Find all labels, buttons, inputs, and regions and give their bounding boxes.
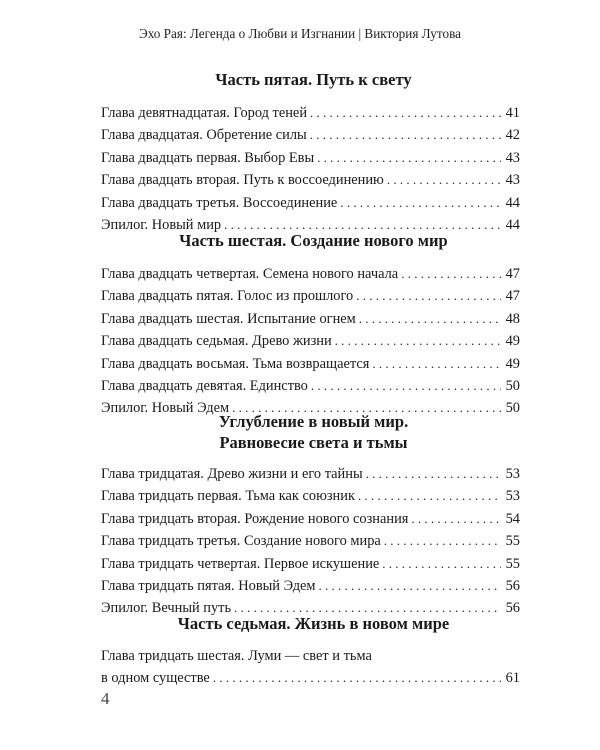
- toc-entry-title: Глава двадцать четвертая. Семена нового начала: [101, 266, 399, 282]
- dot-leader: [311, 375, 501, 397]
- toc-entry-title: Эпилог. Новый Эдем: [101, 400, 230, 417]
- toc-entry-page: 49: [505, 355, 520, 372]
- toc-entry-page: 55: [505, 533, 520, 550]
- toc-entry-title: Глава тридцать четвертая. Первое искушение: [101, 555, 380, 572]
- toc-entry[interactable]: [101, 147, 520, 169]
- section-title: Часть пятая. Путь к свету: [215, 70, 412, 89]
- toc-entry[interactable]: [101, 353, 520, 375]
- toc-entry[interactable]: [101, 308, 520, 330]
- toc-section-part-7: [101, 613, 520, 690]
- toc-entry-page: 48: [505, 310, 520, 327]
- toc-list: [101, 263, 520, 420]
- toc-entry-title: Глава двадцать третья. Воссоединение: [101, 194, 338, 211]
- toc-entry-page: 53: [505, 488, 520, 505]
- toc-section-part-5: [101, 69, 520, 236]
- dot-leader: [382, 553, 501, 575]
- toc-entry-line-2: [101, 667, 520, 689]
- toc-entry-title: Глава двадцать восьмая. Тьма возвращается: [101, 355, 370, 372]
- toc-entry[interactable]: [101, 530, 520, 552]
- dot-leader: [340, 192, 501, 214]
- section-title-line-2: Равновесие света и тьмы: [219, 433, 408, 452]
- toc-entry-page: 43: [505, 149, 520, 166]
- toc-entry[interactable]: [101, 263, 520, 285]
- toc-entry[interactable]: [101, 575, 520, 597]
- toc-entry-page: 50: [505, 377, 520, 394]
- toc-list: [101, 645, 520, 690]
- dot-leader: [387, 169, 501, 191]
- toc-entry[interactable]: [101, 124, 520, 146]
- toc-entry-page: 61: [505, 670, 520, 687]
- toc-entry-page: 56: [505, 577, 520, 594]
- toc-entry[interactable]: [101, 508, 520, 530]
- toc-entry-title: Глава двадцать вторая. Путь к воссоединению: [101, 172, 384, 189]
- toc-entry-title: Глава тридцать третья. Создание нового мира: [101, 533, 381, 550]
- toc-entry-page: 42: [505, 127, 520, 144]
- toc-entry[interactable]: [101, 645, 520, 690]
- dot-leader: [335, 330, 501, 352]
- toc-section-deepening: [101, 411, 520, 620]
- toc-entry-page: 44: [505, 194, 520, 211]
- toc-entry[interactable]: [101, 169, 520, 191]
- toc-entry-title: Глава двадцать первая. Выбор Евы: [101, 149, 315, 166]
- page-number: 4: [101, 689, 110, 708]
- dot-leader: [401, 263, 501, 285]
- toc-entry-title: Глава тридцатая. Древо жизни и его тайны: [101, 466, 363, 482]
- toc-list: [101, 463, 520, 620]
- toc-entry-page: 55: [505, 555, 520, 572]
- dot-leader: [384, 530, 501, 552]
- toc-entry-title: Глава тридцать пятая. Новый Эдем: [101, 577, 316, 594]
- toc-list: [101, 102, 520, 236]
- dot-leader: [310, 102, 501, 124]
- dot-leader: [411, 508, 501, 530]
- toc-entry-title: Глава тридцать первая. Тьма как союзник: [101, 488, 355, 505]
- dot-leader: [359, 308, 501, 330]
- toc-entry-title: Глава двадцать пятая. Голос из прошлого: [101, 288, 354, 305]
- toc-section-part-6: [101, 230, 520, 420]
- dot-leader: [319, 575, 501, 597]
- dot-leader: [213, 667, 501, 689]
- toc-entry[interactable]: [101, 375, 520, 397]
- toc-entry-title: Глава девятнадцатая. Город теней: [101, 105, 308, 121]
- section-title-line-1: Углубление в новый мир.: [218, 412, 409, 431]
- toc-entry-title: Эпилог. Вечный путь: [101, 600, 232, 617]
- dot-leader: [358, 485, 501, 507]
- toc-entry[interactable]: [101, 485, 520, 507]
- toc-entry-page: 54: [505, 510, 520, 527]
- dot-leader: [310, 124, 501, 146]
- toc-entry-page: 50: [505, 400, 520, 417]
- dot-leader: [317, 147, 501, 169]
- toc-entry-page: 41: [505, 105, 520, 121]
- dot-leader: [356, 285, 501, 307]
- toc-entry-page: 56: [505, 600, 520, 617]
- toc-entry-page: 49: [505, 333, 520, 350]
- running-header: Эхо Рая: Легенда о Любви и Изгнании | Виктория Лутова: [139, 26, 461, 41]
- toc-entry[interactable]: [101, 102, 520, 124]
- toc-entry[interactable]: [101, 192, 520, 214]
- toc-entry-title: Глава двадцать шестая. Испытание огнем: [101, 310, 356, 327]
- toc-entry-title: Глава двадцать девятая. Единство: [101, 377, 308, 394]
- toc-entry-title: Глава тридцать вторая. Рождение нового сознания: [101, 510, 409, 527]
- toc-entry[interactable]: [101, 330, 520, 352]
- toc-entry-page: 44: [505, 216, 520, 233]
- toc-entry-title-line-1: Глава тридцать шестая. Луми — свет и тьма: [101, 648, 372, 664]
- toc-entry[interactable]: [101, 285, 520, 307]
- section-title: Часть шестая. Создание нового мир: [179, 231, 448, 250]
- dot-leader: [372, 353, 501, 375]
- toc-entry[interactable]: [101, 553, 520, 575]
- toc-entry-title-line-2: в одном существе: [101, 670, 210, 687]
- section-title: Часть седьмая. Жизнь в новом мире: [177, 614, 450, 633]
- toc-entry-page: 43: [505, 172, 520, 189]
- toc-entry-title: Эпилог. Новый мир: [101, 216, 222, 233]
- toc-entry-page: 47: [505, 288, 520, 305]
- toc-entry-title: Глава двадцатая. Обретение силы: [101, 127, 307, 144]
- toc-entry[interactable]: [101, 463, 520, 485]
- dot-leader: [366, 463, 501, 485]
- toc-entry-title: Глава двадцать седьмая. Древо жизни: [101, 333, 332, 350]
- toc-entry-page: 53: [505, 466, 520, 482]
- toc-entry-page: 47: [505, 266, 520, 282]
